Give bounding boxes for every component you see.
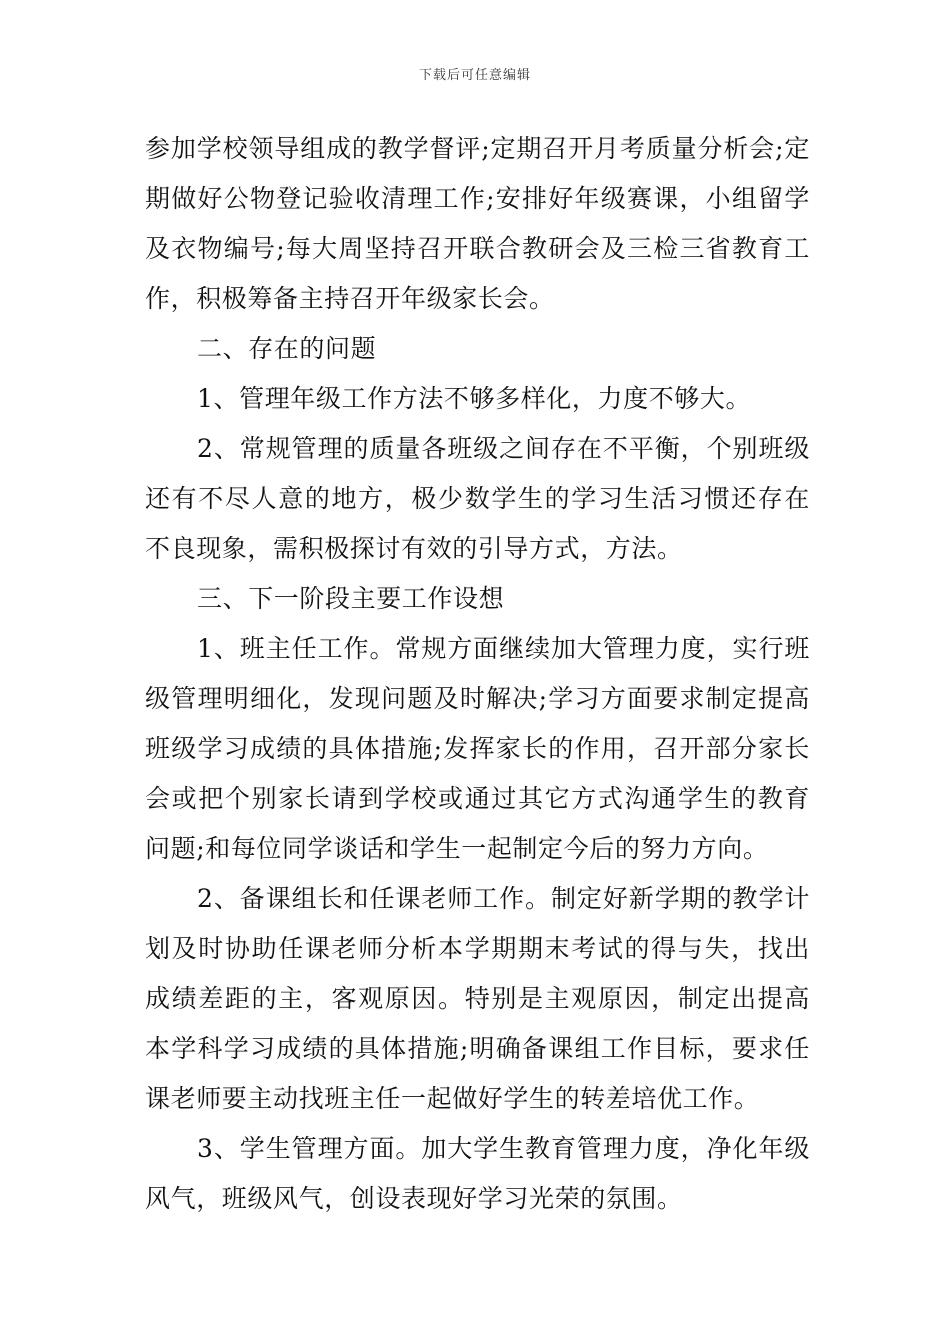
section-heading-problems: 二、存在的问题 — [197, 334, 377, 363]
page-header-note: 下载后可任意编辑 — [418, 68, 531, 83]
paragraph-problem-1: 1、管理年级工作方法不够多样化，力度不够大。 — [197, 384, 752, 413]
document-body — [145, 124, 810, 1224]
section-heading-next-steps: 三、下一阶段主要工作设想 — [197, 584, 505, 613]
paragraph-plan-3: 3、学生管理方面。加大学生教育管理力度，净化年级风气，班级风气，创设表现好学习光荣的氛围。 — [145, 1134, 810, 1213]
paragraph-plan-1: 1、班主任工作。常规方面继续加大管理力度，实行班级管理明细化，发现问题及时解决;学习方面要求制定提高班级学习成绩的具体措施;发挥家长的作用，召开部分家长会或把个别家长请到学校或通过其它方式沟通学生的教育问题;和每位同学谈话和学生一起制定今后的努力方向。 — [145, 634, 810, 863]
paragraph-plan-2: 2、备课组长和任课老师工作。制定好新学期的教学计划及时协助任课老师分析本学期期末考试的得与失，找出成绩差距的主，客观原因。特别是主观原因，制定出提高本学科学习成绩的具体措施;明确备课组工作目标，要求任课老师要主动找班主任一起做好学生的转差培优工作。 — [145, 884, 810, 1113]
paragraph-problem-2: 2、常规管理的质量各班级之间存在不平衡，个别班级还有不尽人意的地方，极少数学生的学习生活习惯还存在不良现象，需积极探讨有效的引导方式，方法。 — [145, 434, 810, 563]
paragraph-continued: 参加学校领导组成的教学督评;定期召开月考质量分析会;定期做好公物登记验收清理工作;安排好年级赛课，小组留学及衣物编号;每大周坚持召开联合教研会及三检三省教育工作，积极筹备主持召开年级家长会。 — [145, 134, 810, 313]
